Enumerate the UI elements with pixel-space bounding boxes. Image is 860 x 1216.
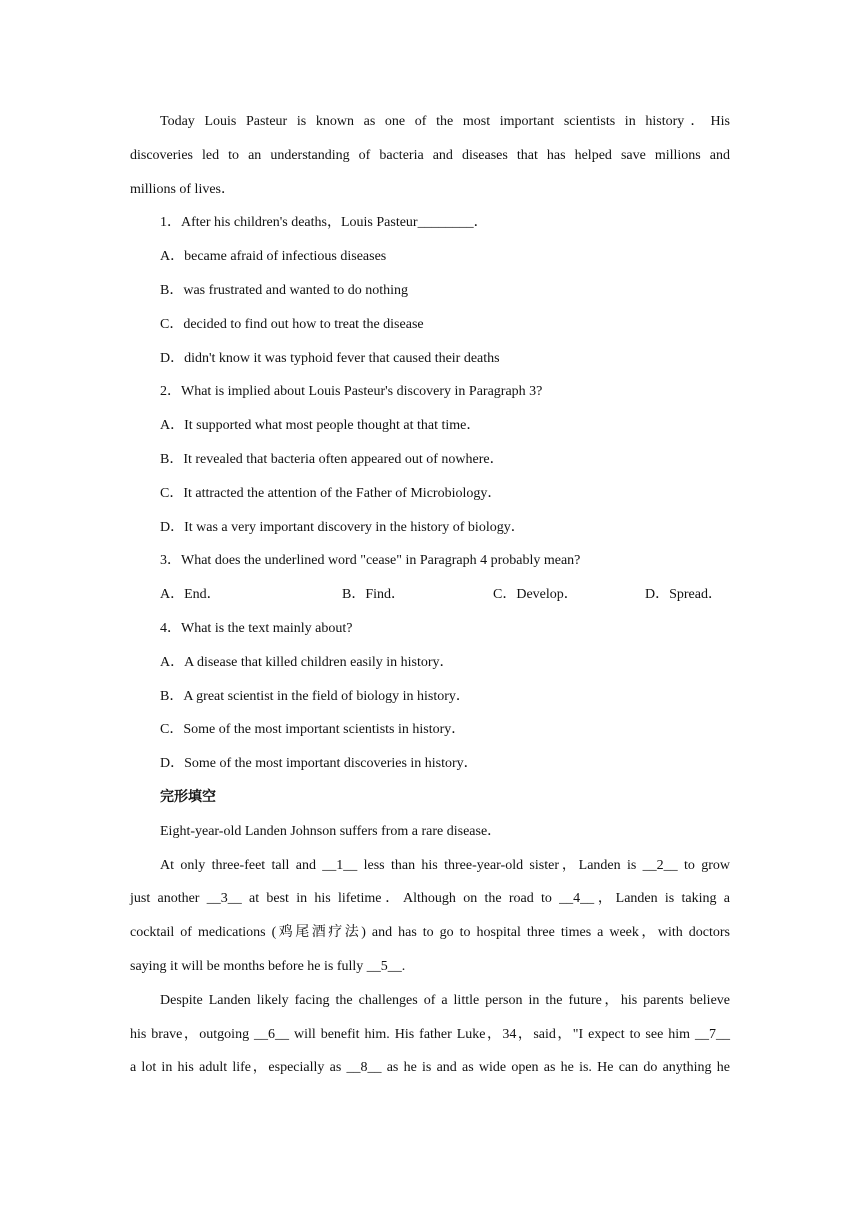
question-option: A．It supported what most people thought at that time．: [160, 418, 481, 434]
question-stem: 2．What is implied about Louis Pasteur's discovery in Paragraph 3?: [160, 384, 543, 400]
question-option: A．A disease that killed children easily in history．: [160, 654, 454, 670]
document-page: [130, 108, 730, 1088]
passage-line: Today Louis Pasteur is known as one of the most important scientists in history．His: [160, 114, 730, 129]
passage-line: millions of lives．: [130, 181, 235, 197]
question-option: B．Find．: [342, 587, 406, 603]
question-option: B．was frustrated and wanted to do nothing: [160, 282, 409, 298]
question-option: C．It attracted the attention of the Father of Microbiology．: [160, 485, 502, 501]
question-option: B．A great scientist in the field of biology in history．: [160, 688, 470, 704]
question-option: C．decided to find out how to treat the disease: [160, 316, 424, 332]
cloze-line: his brave，outgoing __6__ will benefit him. His father Luke，34，said，"I expect to see him __7__: [130, 1026, 730, 1042]
passage-line: discoveries led to an understanding of bacteria and diseases that has helped save millions and: [130, 147, 730, 163]
question-option: A．became afraid of infectious diseases: [160, 249, 387, 265]
question-option: A．End．: [160, 587, 221, 603]
question-option: C．Some of the most important scientists in history．: [160, 722, 466, 738]
inline-options-row: [130, 581, 730, 615]
question-option: D．Some of the most important discoveries in history．: [160, 756, 478, 772]
question-option: C．Develop．: [493, 587, 578, 603]
question-option: D．Spread．: [645, 587, 722, 603]
question-option: D．didn't know it was typhoid fever that caused their deaths: [160, 350, 500, 366]
question-option: D．It was a very important discovery in the history of biology．: [160, 519, 525, 535]
section-heading: 完形填空: [160, 789, 216, 805]
cloze-line: a lot in his adult life，especially as __8__ as he is and as wide open as he is. He can do anything he: [130, 1060, 730, 1076]
cloze-line: At only three-feet tall and __1__ less than his three-year-old sister，Landen is __2__ to grow: [160, 857, 730, 873]
question-stem: 1．After his children's deaths，Louis Pasteur________．: [160, 215, 488, 231]
question-stem: 4．What is the text mainly about?: [160, 620, 353, 636]
cloze-line: just another __3__ at best in his lifetime．Although on the road to __4__，Landen is taking a: [130, 891, 730, 907]
cloze-line: Despite Landen likely facing the challenges of a little person in the future，his parents believe: [160, 992, 730, 1008]
question-stem: 3．What does the underlined word "cease" in Paragraph 4 probably mean?: [160, 553, 581, 569]
cloze-intro: Eight-year-old Landen Johnson suffers from a rare disease．: [160, 823, 502, 839]
cloze-line: cocktail of medications (鸡尾酒疗法) and has to go to hospital three times a week，with doctors: [130, 925, 730, 941]
cloze-line: saying it will be months before he is fully __5__.: [130, 958, 406, 974]
question-option: B．It revealed that bacteria often appeared out of nowhere．: [160, 451, 504, 467]
